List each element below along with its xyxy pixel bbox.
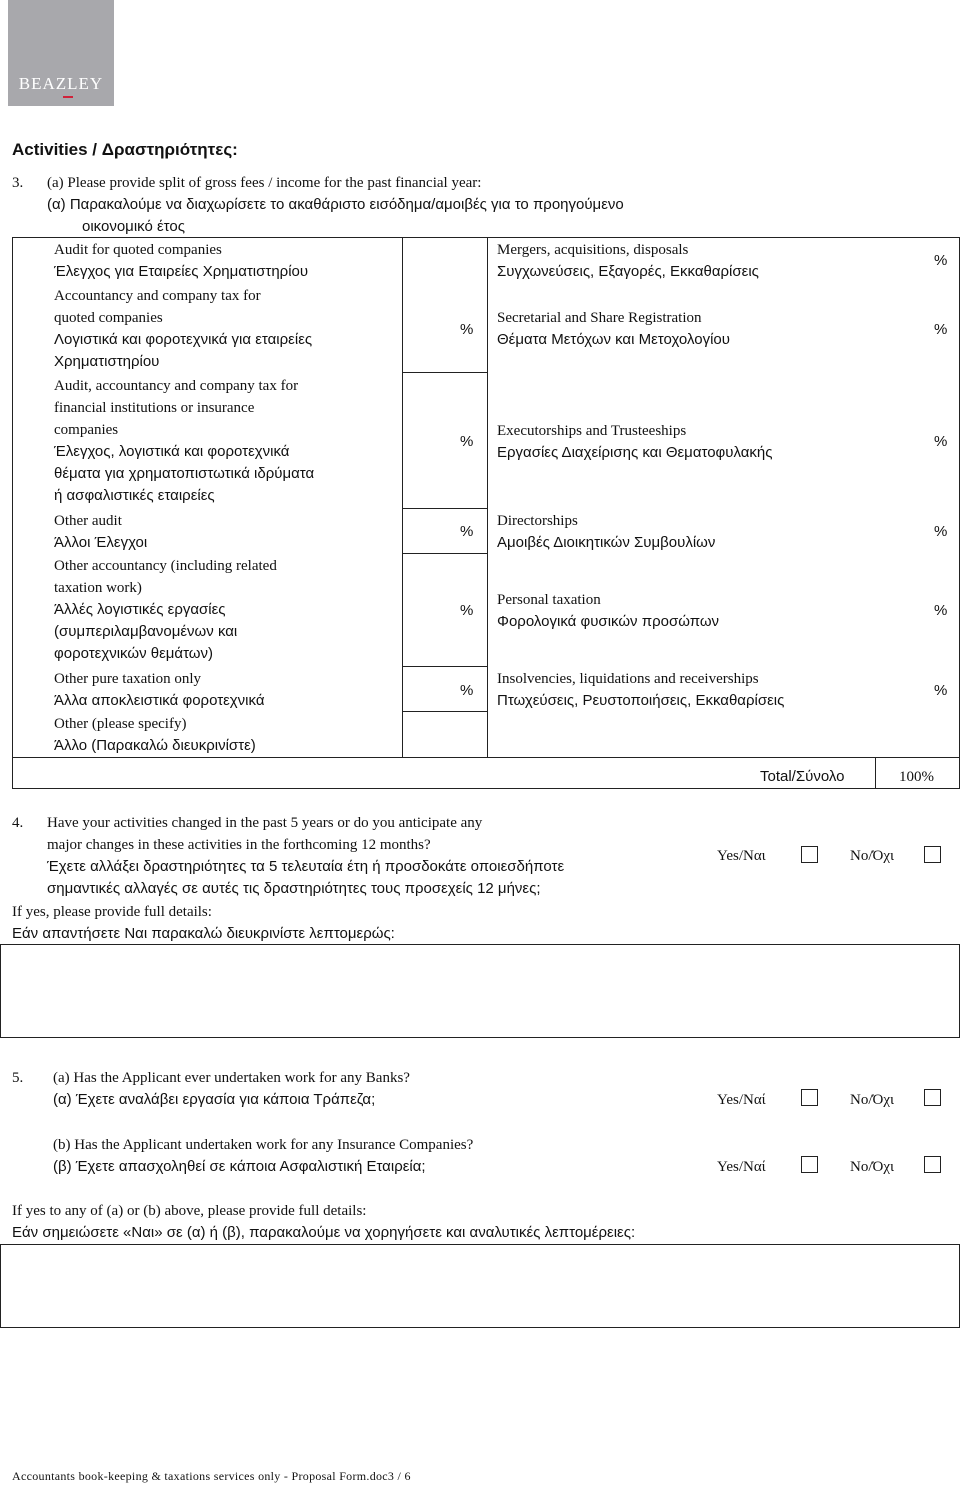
q3-number: 3. — [12, 175, 24, 191]
q4-line-1: Have your activities changed in the past 5 years or do you anticipate any — [47, 815, 483, 831]
left-item-accountancy-quoted — [54, 285, 312, 373]
right-item-directorships-pct[interactable]: % — [934, 523, 948, 540]
item-line: Φορολογικά φυσικών προσώπων — [497, 613, 720, 630]
row-sep-4 — [402, 666, 488, 667]
q5-b-yes-checkbox[interactable] — [801, 1156, 818, 1173]
item-line: φοροτεχνικών θεμάτων) — [54, 645, 214, 662]
item-line: Πτωχεύσεις, Ρευστοποιήσεις, Εκκαθαρίσεις — [497, 692, 785, 709]
item-line: Λογιστικά και φοροτεχνικά για εταιρείες — [54, 331, 313, 348]
item-line: Άλλα αποκλειστικά φοροτεχνικά — [54, 692, 265, 709]
q3-label-gr-1: (α) Παρακαλούμε να διαχωρίσετε το ακαθάριστο εισόδημα/αμοιβές για το προηγούμενο — [47, 196, 624, 213]
row-sep-3 — [402, 553, 488, 554]
page-footer: Accountants book-keeping & taxations services only - Proposal Form.doc3 / 6 — [12, 1469, 411, 1483]
q5-a-gr: (α) Έχετε αναλάβει εργασία για κάποια Τράπεζα; — [53, 1091, 376, 1108]
item-line: Personal taxation — [497, 592, 601, 608]
q5-details-en: If yes to any of (a) or (b) above, please provide full details: — [12, 1203, 367, 1219]
left-item-financial-institutions — [54, 375, 314, 507]
left-item-pure-taxation — [54, 668, 265, 712]
q3-label-en: (a) Please provide split of gross fees / income for the past financial year: — [47, 175, 482, 191]
right-item-personal-taxation-pct[interactable]: % — [934, 602, 948, 619]
item-line: Other pure taxation only — [54, 671, 202, 687]
item-line: Directorships — [497, 513, 578, 529]
left-item-accountancy-quoted-pct[interactable]: % — [460, 321, 474, 338]
item-line: Άλλές λογιστικές εργασίες — [54, 601, 226, 618]
table-border-bottom — [12, 788, 960, 789]
total-label: Total/Σύνολο — [760, 768, 845, 785]
item-line: Εργασίες Διαχείρισης και Θεματοφυλακής — [497, 444, 773, 461]
item-line: θέματα για χρηματοπιστωτικά ιδρύματα — [54, 465, 315, 482]
q5-b-yes-label: Yes/Ναί — [717, 1159, 766, 1175]
total-cell-divider — [875, 757, 876, 789]
logo-accent — [63, 96, 73, 98]
q4-yes-checkbox[interactable] — [801, 846, 818, 863]
item-line: Αμοιβές Διοικητικών Συμβουλίων — [497, 534, 716, 551]
item-line: (συμπεριλαμβανομένων και — [54, 623, 238, 640]
table-border-top — [12, 237, 960, 238]
item-line: Έλεγχος για Εταιρείες Χρηματιστηρίου — [54, 263, 309, 280]
total-value: 100% — [899, 769, 934, 785]
q5-a-no-label: No/Όχι — [850, 1092, 895, 1108]
q4-no-label: No/Όχι — [850, 848, 895, 864]
right-item-directorships — [497, 510, 715, 554]
left-item-audit-quoted — [54, 239, 308, 283]
q5-details-textarea[interactable] — [0, 1244, 960, 1328]
q4-details-textarea[interactable] — [0, 944, 960, 1038]
right-item-personal-taxation — [497, 589, 719, 633]
row-sep-2 — [402, 508, 488, 509]
right-item-insolvencies — [497, 668, 784, 712]
beazley-logo — [8, 0, 114, 106]
item-line: companies — [54, 422, 119, 438]
right-item-mergers — [497, 239, 759, 283]
col-divider-left — [402, 237, 403, 758]
right-item-secretarial-pct[interactable]: % — [934, 321, 948, 338]
left-item-financial-institutions-pct[interactable]: % — [460, 433, 474, 450]
q4-line-4: σημαντικές αλλαγές σε αυτές τις δραστηριότητες τους προσεχείς 12 μήνες; — [47, 880, 541, 897]
left-item-pure-taxation-pct[interactable]: % — [460, 682, 474, 699]
q5-b-no-checkbox[interactable] — [924, 1156, 941, 1173]
q5-a-yes-checkbox[interactable] — [801, 1089, 818, 1106]
left-item-other-accountancy-pct[interactable]: % — [460, 602, 474, 619]
right-item-mergers-pct[interactable]: % — [934, 252, 948, 269]
right-item-executorships — [497, 420, 773, 464]
item-line: financial institutions or insurance — [54, 400, 255, 416]
left-item-other-audit-pct[interactable]: % — [460, 523, 474, 540]
q5-a-no-checkbox[interactable] — [924, 1089, 941, 1106]
item-line: Audit for quoted companies — [54, 242, 222, 258]
item-line: ή ασφαλιστικές εταιρείες — [54, 487, 215, 504]
row-sep-1 — [402, 372, 488, 373]
q5-b-en: (b) Has the Applicant undertaken work for any Insurance Companies? — [53, 1137, 474, 1153]
item-line: Audit, accountancy and company tax for — [54, 378, 299, 394]
col-divider-right — [487, 237, 488, 758]
row-sep-5 — [402, 711, 488, 712]
item-line: Συγχωνεύσεις, Εξαγορές, Εκκαθαρίσεις — [497, 263, 759, 280]
item-line: taxation work) — [54, 580, 142, 596]
right-item-executorships-pct[interactable]: % — [934, 433, 948, 450]
q4-no-checkbox[interactable] — [924, 846, 941, 863]
item-line: Other audit — [54, 513, 122, 529]
q5-a-en: (a) Has the Applicant ever undertaken work for any Banks? — [53, 1070, 410, 1086]
q5-b-gr: (β) Έχετε απασχοληθεί σε κάποια Ασφαλιστική Εταιρεία; — [53, 1158, 426, 1175]
right-item-insolvencies-pct[interactable]: % — [934, 682, 948, 699]
item-line: Χρηματιστηρίου — [54, 353, 160, 370]
q5-details-gr: Εάν σημειώσετε «Ναι» σε (α) ή (β), παρακαλούμε να χορηγήσετε και αναλυτικές λεπτομέρειες: — [12, 1224, 636, 1241]
q5-number: 5. — [12, 1070, 24, 1086]
item-line: Other accountancy (including related — [54, 558, 277, 574]
q4-details-gr: Εάν απαντήσετε Ναι παρακαλώ διευκρινίστε λεπτομερώς: — [12, 925, 395, 942]
q4-line-2: major changes in these activities in the forthcoming 12 months? — [47, 837, 431, 853]
table-inner-bottom — [12, 757, 960, 758]
q5-a-yes-label: Yes/Ναί — [717, 1092, 766, 1108]
item-line: Insolvencies, liquidations and receiverships — [497, 671, 759, 687]
item-line: Έλεγχος, λογιστικά και φοροτεχνικά — [54, 443, 290, 460]
left-item-other-audit — [54, 510, 147, 554]
section-heading: Activities / Δραστηριότητες: — [12, 140, 238, 159]
item-line: quoted companies — [54, 310, 163, 326]
q4-line-3: Έχετε αλλάξει δραστηριότητες τα 5 τελευταία έτη ή προσδοκάτε οποιεσδήποτε — [47, 858, 565, 875]
q5-b-no-label: No/Όχι — [850, 1159, 895, 1175]
item-line: Άλλο (Παρακαλώ διευκρινίστε) — [54, 737, 256, 754]
right-item-secretarial — [497, 307, 730, 351]
q3-label-gr-2: οικονομικό έτος — [82, 218, 185, 235]
item-line: Θέματα Μετόχων και Μετοχολογίου — [497, 331, 730, 348]
item-line: Άλλοι Έλεγχοι — [54, 534, 148, 551]
table-border-left — [12, 237, 13, 789]
item-line: Mergers, acquisitions, disposals — [497, 242, 689, 258]
left-item-other-accountancy — [54, 555, 277, 665]
item-line: Secretarial and Share Registration — [497, 310, 702, 326]
item-line: Accountancy and company tax for — [54, 288, 261, 304]
item-line: Executorships and Trusteeships — [497, 423, 687, 439]
item-line: Other (please specify) — [54, 716, 187, 732]
q4-details-en: If yes, please provide full details: — [12, 904, 212, 920]
left-item-other-specify — [54, 713, 256, 757]
q4-yes-label: Yes/Ναι — [717, 848, 766, 864]
q4-number: 4. — [12, 815, 24, 831]
logo-text: BEAZLEY — [18, 74, 104, 93]
